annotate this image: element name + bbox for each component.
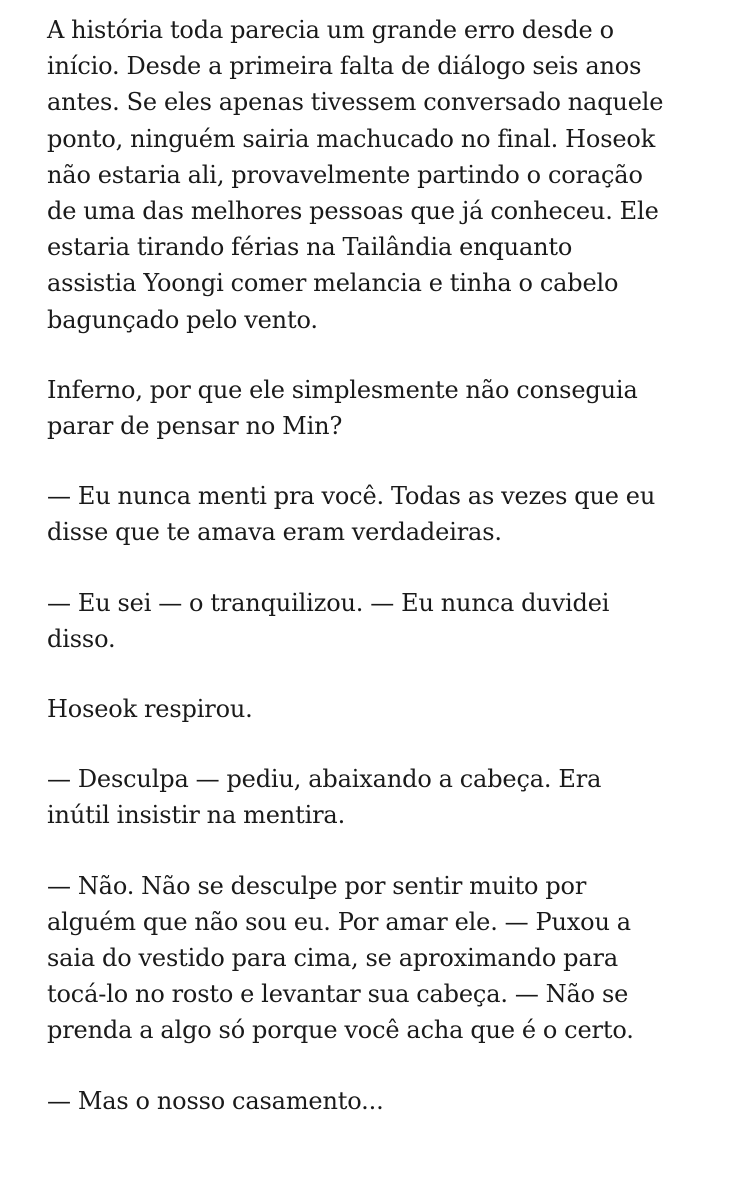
paragraph-5: Hoseok respirou. — [47, 695, 253, 724]
paragraph-7: — Não. Não se desculpe por sentir muito por alguém que não sou eu. Por amar ele. — Puxou a saia do vestido para cima, se aproximando para tocá-lo no rosto e levantar sua cabeça. — Não se prenda a algo só porque você acha que é o certo. — [47, 871, 634, 1045]
paragraph-3: — Eu nunca menti pra você. Todas as vezes que eu disse que te amava eram verdadeiras. — [47, 482, 656, 547]
paragraph-1: A história toda parecia um grande erro desde o início. Desde a primeira falta de diálogo seis anos antes. Se eles apenas tivessem conversado naquele ponto, ninguém sairia machucado no final. Hoseok não estaria ali, provavelmente partindo o coração de uma das melhores pessoas que já conheceu. Ele estaria tirando férias na Tailândia enquanto assistia Yoongi comer melancia e tinha o cabelo bagunçado pelo vento. — [47, 16, 664, 334]
paragraph-2: Inferno, por que ele simplesmente não conseguia parar de pensar no Min? — [47, 375, 638, 441]
paragraph-4: — Eu sei — o tranquilizou. — Eu nunca duvidei disso. — [47, 588, 610, 653]
paragraph-6: — Desculpa — pediu, abaixando a cabeça. Era inútil insistir na mentira. — [47, 765, 602, 830]
paragraph-8: — Mas o nosso casamento... — [47, 1086, 384, 1115]
